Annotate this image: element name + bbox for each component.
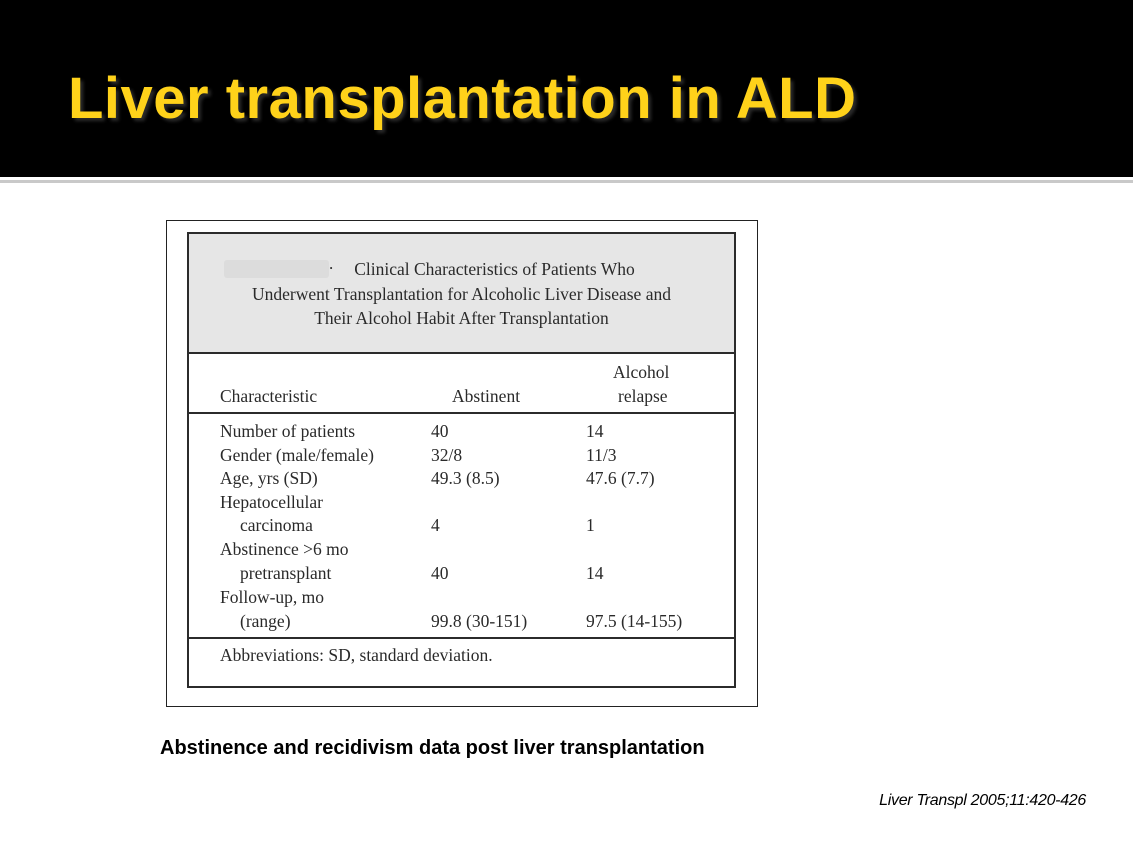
table-caption <box>189 234 734 354</box>
slide-subtitle: Abstinence and recidivism data post liver transplantation <box>160 737 705 759</box>
row-relapse-value: 14 <box>586 421 604 441</box>
title-divider <box>0 180 1133 183</box>
row-characteristic: Age, yrs (SD) <box>220 468 318 488</box>
header-characteristic: Characteristic <box>220 386 318 406</box>
citation: Liver Transpl 2005;11:420-426 <box>879 792 1086 809</box>
caption-line-2: Underwent Transplantation for Alcoholic Liver Disease and <box>252 284 671 304</box>
row-abstinent-value: 40 <box>431 563 449 583</box>
header-relapse-line2: relapse <box>618 386 668 406</box>
row-abstinent-value: 32/8 <box>431 445 463 465</box>
row-characteristic: Abstinence >6 mo <box>220 539 349 559</box>
header-abstinent: Abstinent <box>452 386 521 406</box>
footer-divider <box>189 637 734 639</box>
row-abstinent-value: 49.3 (8.5) <box>431 468 500 488</box>
table-footnote: Abbreviations: SD, standard deviation. <box>220 645 493 665</box>
row-characteristic: Follow-up, mo <box>220 587 325 607</box>
caption-line-3: Their Alcohol Habit After Transplantation <box>314 308 609 328</box>
row-characteristic: Hepatocellular <box>220 492 324 512</box>
row-relapse-value: 14 <box>586 563 604 583</box>
row-abstinent-value: 4 <box>431 515 440 535</box>
row-abstinent-value: 40 <box>431 421 449 441</box>
slide-title: Liver transplantation in ALD <box>68 66 857 131</box>
caption-line-1: Clinical Characteristics of Patients Who <box>354 259 635 279</box>
row-relapse-value: 11/3 <box>586 445 617 465</box>
caption-dot: . <box>329 254 334 273</box>
row-characteristic-continued: pretransplant <box>240 563 332 583</box>
row-relapse-value: 1 <box>586 515 595 535</box>
row-relapse-value: 97.5 (14-155) <box>586 611 683 631</box>
row-characteristic-continued: (range) <box>240 611 291 631</box>
row-characteristic: Number of patients <box>220 421 356 441</box>
characteristics-table <box>187 232 736 688</box>
row-relapse-value: 47.6 (7.7) <box>586 468 655 488</box>
row-characteristic: Gender (male/female) <box>220 445 375 465</box>
row-characteristic-continued: carcinoma <box>240 515 313 535</box>
header-relapse-line1: Alcohol <box>613 362 670 382</box>
header-divider <box>189 412 734 414</box>
row-abstinent-value: 99.8 (30-151) <box>431 611 528 631</box>
